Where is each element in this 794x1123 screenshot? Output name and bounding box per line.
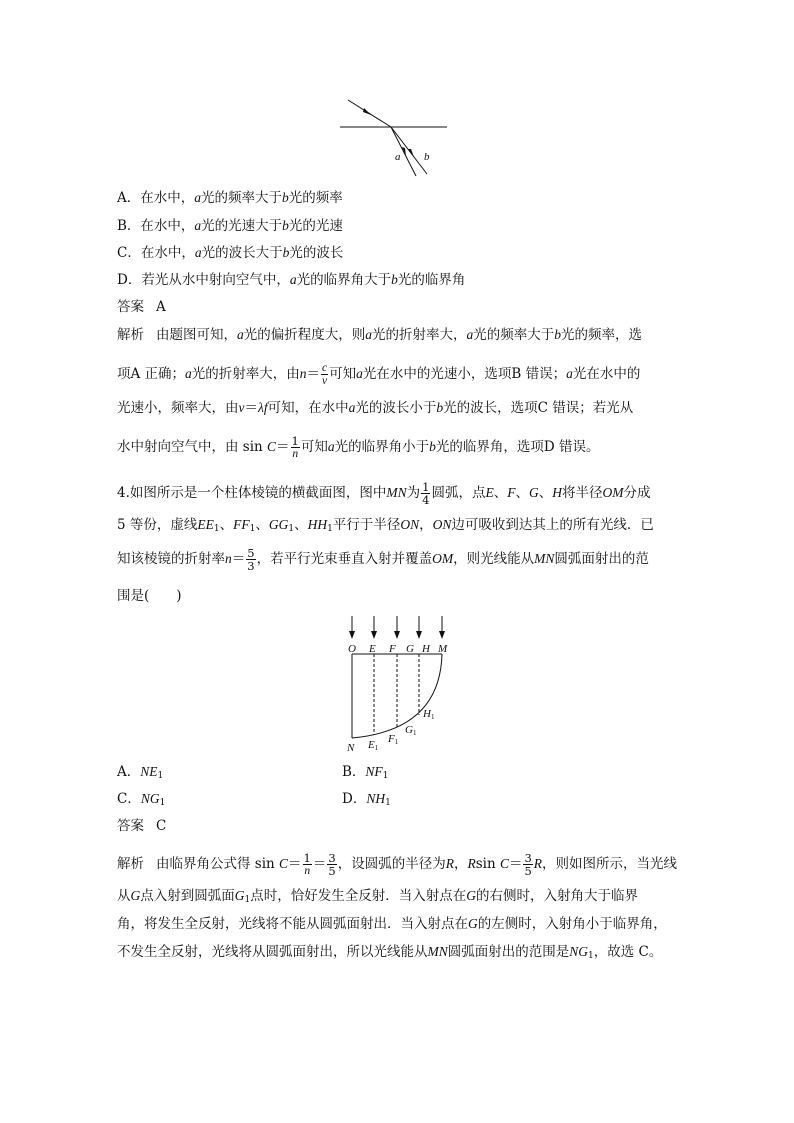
q4-analysis-line-3: 角，将发生全反射，光线将不能从圆弧面射出．当入射点在G的左侧时，入射角小于临界角， <box>117 916 667 932</box>
q3-analysis-line-4: 水中射向空气中，由 sin C＝ $\frac{1}{n}$ 可知a光的临界角小于b光的临界角，选项D 错误。 <box>117 434 600 460</box>
q4-stem-line-2: 5 等份，虚线$EE_1$、$FF_1$、$GG_1$、$HH_1$平行于半径ON，ON边可吸收到达其上的所有光线．已 <box>117 517 654 534</box>
label-F1: F1 <box>388 733 399 746</box>
fraction-1-over-n: $\frac{1}{n}$ <box>291 434 299 460</box>
label-F: F <box>389 643 396 655</box>
label-H1: H1 <box>423 708 435 721</box>
q3-option-b: B．在水中，a光的光速大于b光的光速 <box>117 218 343 234</box>
q4-analysis-line-1: 解析 由临界角公式得 sin C＝ $\frac{1}{n}$ ＝ $\frac{3}{5}$ ，设圆弧的半径为R，Rsin C＝ $\frac{3}{5}$ R，则如图所示，当光线 <box>117 851 678 878</box>
fraction-c-over-v: $\frac{c}{v}$ <box>322 362 328 387</box>
q3-analysis-line-2: 项A 正确；a光的折射率大，由n＝ $\frac{c}{v}$ 可知a光在水中的光速小，选项B 错误；a光在水中的 <box>117 362 641 387</box>
q4-stem-line-4: 围是( ) <box>117 588 182 604</box>
q3-analysis-line-3: 光速小，频率大，由v＝λf可知，在水中a光的波长小于b光的波长，选项C 错误；若光从 <box>117 400 634 416</box>
label-a: a <box>395 151 401 163</box>
prism-figure <box>338 612 460 758</box>
q4-stem-line-3: 知该棱镜的折射率n＝ $\frac{5}{3}$ ，若平行光束垂直入射并覆盖OM，则光线能从MN圆弧面射出的范 <box>117 546 649 573</box>
label-M: M <box>438 643 448 655</box>
fraction-1-over-4: $\frac{1}{4}$ <box>422 480 430 507</box>
q3-analysis-line-1: 解析 由题图可知，a光的偏折程度大，则a光的折射率大，a光的频率大于b光的频率，选 <box>117 327 642 343</box>
q4-option-c: C．$NG_1$ <box>117 791 166 808</box>
fraction-5-over-3: $\frac{5}{3}$ <box>247 546 255 573</box>
dashed-lines <box>374 654 419 735</box>
incident-arrow-icons <box>349 631 445 639</box>
q4-option-d: D．$NH_1$ <box>342 791 391 808</box>
label-G1: G1 <box>405 724 417 737</box>
q4-analysis-line-4: 不发生全反射，光线将从圆弧面射出，所以光线能从MN圆弧面射出的范围是$NG_1$，故选 C。 <box>117 944 663 961</box>
q3-answer: 答案 A <box>117 299 166 315</box>
q4-option-a: A．$NE_1$ <box>117 764 164 781</box>
refraction-figure <box>330 92 460 180</box>
q4-analysis-line-2: 从G点入射到圆弧面$G_1$点时，恰好发生全反射．当入射点在G的右侧时，入射角大于临界 <box>117 888 638 905</box>
label-G: G <box>406 643 414 655</box>
label-E1: E1 <box>368 739 379 752</box>
fraction-3-over-5-b: $\frac{3}{5}$ <box>524 851 532 878</box>
q4-option-b: B．$NF_1$ <box>342 764 389 781</box>
incident-arrow-icon <box>363 108 371 115</box>
q3-option-a: A．在水中，a光的频率大于b光的频率 <box>117 190 343 206</box>
q4-stem-line-1: 4.如图所示是一个柱体棱镜的横截面图，图中MN为 $\frac{1}{4}$ 圆弧，点E、F、G、H将半径OM分成 <box>117 480 651 507</box>
q3-option-d: D．若光从水中射向空气中，a光的临界角大于b光的临界角 <box>117 272 466 288</box>
label-O: O <box>348 643 356 655</box>
q3-option-c: C．在水中，a光的波长大于b光的波长 <box>117 245 344 261</box>
label-H: H <box>422 643 430 655</box>
label-N: N <box>347 742 355 754</box>
label-E: E <box>369 643 376 655</box>
q4-answer: 答案 C <box>117 818 167 834</box>
label-b: b <box>424 151 430 163</box>
fraction-3-over-5: $\frac{3}{5}$ <box>328 851 336 878</box>
fraction-1-over-n: $\frac{1}{n}$ <box>303 851 311 877</box>
